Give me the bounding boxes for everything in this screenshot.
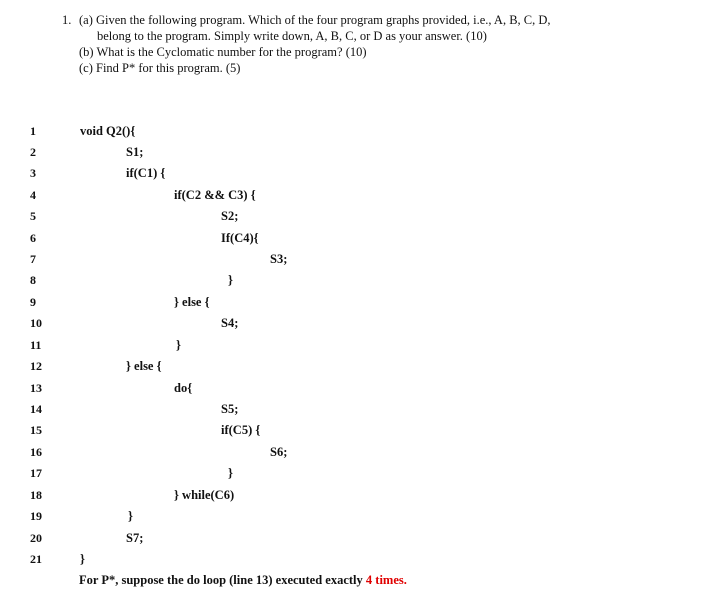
code-line: } else { — [126, 359, 162, 373]
line-number: 7 — [30, 252, 36, 266]
code-line: if(C1) { — [126, 166, 166, 180]
question-part-a-line1: (a) Given the following program. Which of the four program graphs provided, i.e., A, B, C, D, — [79, 13, 551, 27]
line-number: 16 — [30, 445, 42, 459]
line-number: 1 — [30, 124, 36, 138]
line-number: 12 — [30, 359, 42, 373]
line-number: 2 — [30, 145, 36, 159]
code-line: } — [228, 466, 233, 480]
line-number: 18 — [30, 488, 42, 502]
code-line: } — [128, 509, 133, 523]
question-part-c: (c) Find P* for this program. (5) — [79, 61, 241, 75]
line-number: 11 — [30, 338, 42, 352]
footer-highlight: 4 times. — [365, 573, 407, 587]
question-part-b: (b) What is the Cyclomatic number for the program? (10) — [79, 45, 367, 59]
code-line: S2; — [221, 209, 239, 223]
code-line: } — [176, 338, 181, 352]
code-line: S3; — [270, 252, 288, 266]
code-line: void Q2(){ — [80, 124, 136, 138]
question-number: 1. — [62, 13, 72, 27]
line-number: 8 — [30, 273, 36, 287]
code-line: S6; — [270, 445, 288, 459]
code-line: If(C4){ — [221, 231, 259, 245]
line-number: 4 — [30, 188, 36, 202]
line-number: 21 — [30, 552, 42, 566]
code-line: if(C5) { — [221, 423, 261, 437]
code-line: } else { — [174, 295, 210, 309]
code-line: S7; — [126, 531, 144, 545]
code-line: } while(C6) — [174, 488, 235, 502]
code-line: S1; — [126, 145, 144, 159]
code-line: } — [228, 273, 233, 287]
code-line: S5; — [221, 402, 239, 416]
line-number: 15 — [30, 423, 42, 437]
line-number: 17 — [30, 466, 42, 480]
line-number: 5 — [30, 209, 36, 223]
line-number: 20 — [30, 531, 42, 545]
footer-text: For P*, suppose the do loop (line 13) executed exactly — [79, 573, 366, 587]
line-number: 6 — [30, 231, 36, 245]
code-line: do{ — [174, 381, 193, 395]
line-number: 14 — [30, 402, 42, 416]
footer-note — [79, 573, 407, 588]
line-number: 13 — [30, 381, 42, 395]
line-number: 9 — [30, 295, 36, 309]
code-line: S4; — [221, 316, 239, 330]
line-number: 3 — [30, 166, 36, 180]
question-part-a-line2: belong to the program. Simply write down, A, B, C, or D as your answer. (10) — [97, 29, 487, 43]
line-number: 19 — [30, 509, 42, 523]
code-line: if(C2 && C3) { — [174, 188, 256, 202]
line-number: 10 — [30, 316, 42, 330]
code-line: } — [80, 552, 85, 566]
